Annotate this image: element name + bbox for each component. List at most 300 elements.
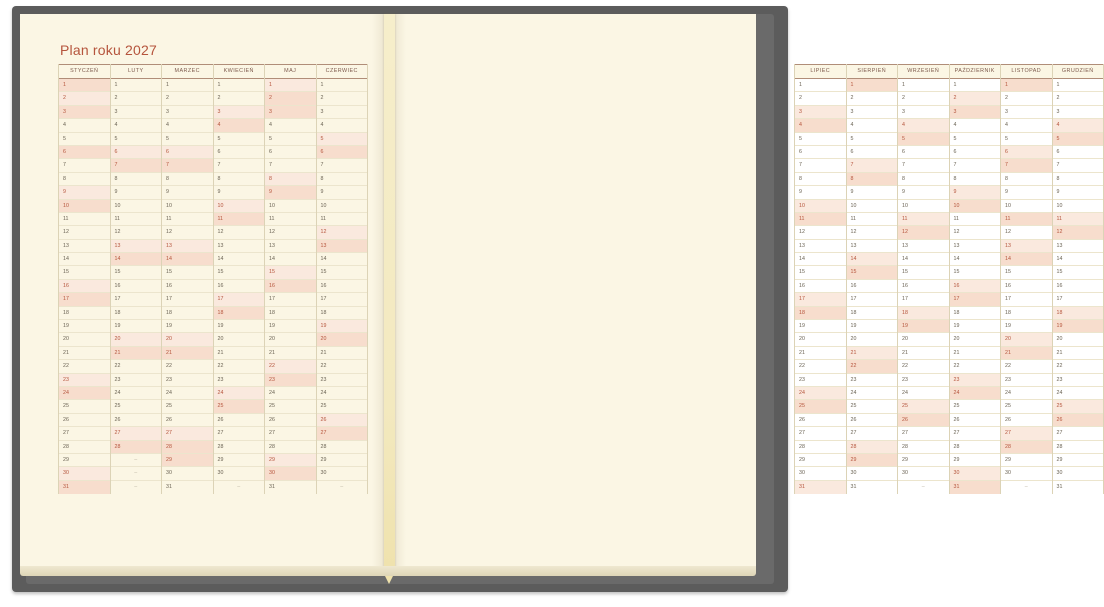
day-cell[interactable]: 16	[795, 280, 846, 293]
day-cell[interactable]: 11	[162, 213, 213, 226]
day-cell[interactable]: 21	[950, 347, 1001, 360]
day-cell[interactable]: 18	[59, 307, 110, 320]
day-cell[interactable]: 2	[162, 92, 213, 105]
day-cell[interactable]: 19	[59, 320, 110, 333]
day-cell[interactable]: 26	[317, 414, 368, 427]
day-cell[interactable]: 24	[265, 387, 316, 400]
day-cell[interactable]: 26	[265, 414, 316, 427]
day-cell[interactable]: 4	[847, 119, 898, 132]
day-cell[interactable]: 7	[59, 159, 110, 172]
day-cell[interactable]: 6	[795, 146, 846, 159]
day-cell[interactable]: 25	[265, 400, 316, 413]
day-cell[interactable]: 10	[59, 200, 110, 213]
day-cell[interactable]: 29	[847, 454, 898, 467]
day-cell[interactable]: 7	[317, 159, 368, 172]
day-cell[interactable]: 12	[265, 226, 316, 239]
day-cell[interactable]: 4	[265, 119, 316, 132]
day-cell[interactable]: 25	[317, 400, 368, 413]
day-cell[interactable]: 27	[795, 427, 846, 440]
day-cell[interactable]: 18	[1001, 307, 1052, 320]
day-cell[interactable]: 11	[898, 213, 949, 226]
day-cell[interactable]: 30	[317, 467, 368, 480]
day-cell[interactable]: 13	[162, 240, 213, 253]
day-cell[interactable]: 20	[265, 333, 316, 346]
day-cell[interactable]: 7	[1001, 159, 1052, 172]
day-cell[interactable]: 10	[111, 200, 162, 213]
day-cell[interactable]: 4	[950, 119, 1001, 132]
day-cell[interactable]: 8	[265, 173, 316, 186]
day-cell[interactable]: 16	[265, 280, 316, 293]
day-cell[interactable]: 31	[950, 481, 1001, 494]
day-cell[interactable]: 30	[59, 467, 110, 480]
day-cell[interactable]: 14	[847, 253, 898, 266]
day-cell[interactable]: 13	[847, 240, 898, 253]
day-cell[interactable]: 7	[111, 159, 162, 172]
day-cell[interactable]: 19	[1001, 320, 1052, 333]
day-cell[interactable]: 15	[317, 266, 368, 279]
day-cell[interactable]: 16	[898, 280, 949, 293]
day-cell[interactable]: 3	[898, 106, 949, 119]
day-cell[interactable]: 17	[1053, 293, 1104, 306]
day-cell[interactable]: 8	[1001, 173, 1052, 186]
day-cell[interactable]: 19	[317, 320, 368, 333]
day-cell[interactable]: 28	[265, 441, 316, 454]
day-cell[interactable]: 27	[59, 427, 110, 440]
day-cell[interactable]: 2	[950, 92, 1001, 105]
day-cell[interactable]: 26	[898, 414, 949, 427]
day-cell[interactable]: 1	[59, 79, 110, 92]
day-cell[interactable]: 20	[317, 333, 368, 346]
day-cell[interactable]: 1	[847, 79, 898, 92]
day-cell[interactable]: 28	[1053, 441, 1104, 454]
day-cell[interactable]: 1	[214, 79, 265, 92]
day-cell[interactable]: 11	[265, 213, 316, 226]
day-cell[interactable]: 21	[317, 347, 368, 360]
day-cell[interactable]: 10	[795, 200, 846, 213]
day-cell[interactable]: 17	[898, 293, 949, 306]
day-cell[interactable]: 29	[1053, 454, 1104, 467]
day-cell[interactable]: 5	[898, 133, 949, 146]
day-cell[interactable]: 18	[214, 307, 265, 320]
day-cell[interactable]: 27	[950, 427, 1001, 440]
day-cell[interactable]: 14	[317, 253, 368, 266]
day-cell[interactable]: 18	[111, 307, 162, 320]
day-cell[interactable]: 3	[847, 106, 898, 119]
day-cell[interactable]: 25	[950, 400, 1001, 413]
day-cell[interactable]: 24	[111, 387, 162, 400]
day-cell[interactable]: 30	[847, 467, 898, 480]
day-cell[interactable]: 12	[214, 226, 265, 239]
day-cell[interactable]: 13	[898, 240, 949, 253]
day-cell[interactable]: 13	[59, 240, 110, 253]
day-cell[interactable]: 4	[59, 119, 110, 132]
day-cell[interactable]: 25	[111, 400, 162, 413]
day-cell[interactable]: 28	[795, 441, 846, 454]
day-cell[interactable]: 25	[1053, 400, 1104, 413]
day-cell[interactable]: 1	[950, 79, 1001, 92]
day-cell[interactable]: 28	[950, 441, 1001, 454]
day-cell[interactable]: 27	[1001, 427, 1052, 440]
day-cell[interactable]: 26	[1053, 414, 1104, 427]
day-cell[interactable]: 23	[1001, 374, 1052, 387]
day-cell[interactable]: 22	[795, 360, 846, 373]
day-cell[interactable]: 8	[162, 173, 213, 186]
day-cell[interactable]: 5	[317, 133, 368, 146]
day-cell[interactable]: 4	[795, 119, 846, 132]
day-cell[interactable]: 5	[950, 133, 1001, 146]
day-cell[interactable]: 6	[265, 146, 316, 159]
day-cell[interactable]: 29	[162, 454, 213, 467]
day-cell[interactable]: 27	[265, 427, 316, 440]
day-cell[interactable]: 23	[111, 374, 162, 387]
day-cell[interactable]: 29	[214, 454, 265, 467]
day-cell[interactable]: 18	[847, 307, 898, 320]
day-cell[interactable]: 15	[265, 266, 316, 279]
day-cell[interactable]: 4	[898, 119, 949, 132]
day-cell[interactable]: 16	[847, 280, 898, 293]
day-cell[interactable]: 17	[950, 293, 1001, 306]
day-cell[interactable]: 12	[59, 226, 110, 239]
day-cell[interactable]: 6	[59, 146, 110, 159]
day-cell[interactable]: 14	[1001, 253, 1052, 266]
day-cell[interactable]: 10	[1001, 200, 1052, 213]
day-cell[interactable]: 30	[1053, 467, 1104, 480]
day-cell[interactable]: 20	[795, 333, 846, 346]
day-cell[interactable]: 9	[111, 186, 162, 199]
day-cell[interactable]: 16	[317, 280, 368, 293]
day-cell[interactable]: 27	[317, 427, 368, 440]
day-cell[interactable]: 26	[59, 414, 110, 427]
day-cell[interactable]: 3	[265, 106, 316, 119]
day-cell[interactable]: 12	[1001, 226, 1052, 239]
day-cell[interactable]: 20	[898, 333, 949, 346]
day-cell[interactable]: 24	[950, 387, 1001, 400]
day-cell[interactable]: 5	[59, 133, 110, 146]
day-cell[interactable]: –	[340, 483, 344, 490]
day-cell[interactable]: 14	[111, 253, 162, 266]
day-cell[interactable]: –	[111, 467, 162, 480]
day-cell[interactable]: 2	[59, 92, 110, 105]
day-cell[interactable]: 10	[162, 200, 213, 213]
day-cell[interactable]: –	[921, 483, 925, 490]
day-cell[interactable]: 29	[1001, 454, 1052, 467]
day-cell[interactable]: 12	[111, 226, 162, 239]
day-cell[interactable]: 20	[214, 333, 265, 346]
day-cell[interactable]: 13	[1053, 240, 1104, 253]
day-cell[interactable]: 14	[898, 253, 949, 266]
day-cell[interactable]: 27	[111, 427, 162, 440]
day-cell[interactable]: 1	[795, 79, 846, 92]
day-cell[interactable]: 19	[950, 320, 1001, 333]
day-cell[interactable]: 8	[111, 173, 162, 186]
day-cell[interactable]: 3	[59, 106, 110, 119]
day-cell[interactable]: 11	[795, 213, 846, 226]
day-cell[interactable]: 2	[1001, 92, 1052, 105]
day-cell[interactable]: 12	[847, 226, 898, 239]
day-cell[interactable]: 17	[1001, 293, 1052, 306]
day-cell[interactable]: 27	[1053, 427, 1104, 440]
day-cell[interactable]: 15	[111, 266, 162, 279]
day-cell[interactable]: 11	[847, 213, 898, 226]
day-cell[interactable]: 9	[59, 186, 110, 199]
day-cell[interactable]: 31	[269, 483, 275, 490]
day-cell[interactable]: 19	[898, 320, 949, 333]
day-cell[interactable]: 18	[265, 307, 316, 320]
day-cell[interactable]: 26	[214, 414, 265, 427]
day-cell[interactable]: 5	[847, 133, 898, 146]
day-cell[interactable]: 22	[1001, 360, 1052, 373]
day-cell[interactable]: 1	[317, 79, 368, 92]
day-cell[interactable]: 13	[1001, 240, 1052, 253]
day-cell[interactable]: 7	[214, 159, 265, 172]
day-cell[interactable]: 13	[265, 240, 316, 253]
day-cell[interactable]: 28	[1001, 441, 1052, 454]
day-cell[interactable]: 24	[162, 387, 213, 400]
day-cell[interactable]: 15	[950, 266, 1001, 279]
day-cell[interactable]: 27	[162, 427, 213, 440]
day-cell[interactable]: 21	[795, 347, 846, 360]
day-cell[interactable]: 5	[1001, 133, 1052, 146]
day-cell[interactable]: 19	[162, 320, 213, 333]
day-cell[interactable]: 31	[59, 481, 110, 494]
day-cell[interactable]: 17	[111, 293, 162, 306]
day-cell[interactable]: –	[237, 483, 241, 490]
day-cell[interactable]: 23	[847, 374, 898, 387]
day-cell[interactable]: 25	[795, 400, 846, 413]
day-cell[interactable]: 15	[847, 266, 898, 279]
day-cell[interactable]: 16	[162, 280, 213, 293]
day-cell[interactable]: 20	[1053, 333, 1104, 346]
day-cell[interactable]: 30	[950, 467, 1001, 480]
day-cell[interactable]: 8	[1053, 173, 1104, 186]
day-cell[interactable]: 5	[795, 133, 846, 146]
day-cell[interactable]: 2	[795, 92, 846, 105]
day-cell[interactable]: 12	[950, 226, 1001, 239]
day-cell[interactable]: 18	[898, 307, 949, 320]
day-cell[interactable]: 22	[214, 360, 265, 373]
day-cell[interactable]: 8	[795, 173, 846, 186]
day-cell[interactable]: 15	[1053, 266, 1104, 279]
day-cell[interactable]: 30	[1001, 467, 1052, 480]
day-cell[interactable]: 5	[265, 133, 316, 146]
day-cell[interactable]: 23	[950, 374, 1001, 387]
day-cell[interactable]: 10	[317, 200, 368, 213]
day-cell[interactable]: 20	[847, 333, 898, 346]
day-cell[interactable]: 1	[898, 79, 949, 92]
day-cell[interactable]: –	[111, 454, 162, 467]
day-cell[interactable]: 25	[1001, 400, 1052, 413]
day-cell[interactable]: 29	[898, 454, 949, 467]
day-cell[interactable]: 11	[59, 213, 110, 226]
day-cell[interactable]: 19	[847, 320, 898, 333]
day-cell[interactable]: 4	[1001, 119, 1052, 132]
day-cell[interactable]: 8	[317, 173, 368, 186]
day-cell[interactable]: 23	[265, 374, 316, 387]
day-cell[interactable]: 14	[1053, 253, 1104, 266]
day-cell[interactable]: 1	[1053, 79, 1104, 92]
day-cell[interactable]: 23	[214, 374, 265, 387]
day-cell[interactable]: 22	[317, 360, 368, 373]
day-cell[interactable]: 6	[950, 146, 1001, 159]
day-cell[interactable]: 7	[847, 159, 898, 172]
day-cell[interactable]: 26	[950, 414, 1001, 427]
day-cell[interactable]: 9	[265, 186, 316, 199]
day-cell[interactable]: 8	[898, 173, 949, 186]
day-cell[interactable]: 18	[795, 307, 846, 320]
day-cell[interactable]: 4	[1053, 119, 1104, 132]
day-cell[interactable]: 5	[1053, 133, 1104, 146]
day-cell[interactable]: 24	[898, 387, 949, 400]
day-cell[interactable]: 2	[317, 92, 368, 105]
day-cell[interactable]: 4	[317, 119, 368, 132]
day-cell[interactable]: 31	[795, 481, 846, 494]
day-cell[interactable]: 11	[317, 213, 368, 226]
day-cell[interactable]: 10	[265, 200, 316, 213]
day-cell[interactable]: 7	[162, 159, 213, 172]
day-cell[interactable]: 24	[214, 387, 265, 400]
day-cell[interactable]: 5	[214, 133, 265, 146]
day-cell[interactable]: 15	[795, 266, 846, 279]
day-cell[interactable]: 28	[59, 441, 110, 454]
day-cell[interactable]: 16	[111, 280, 162, 293]
day-cell[interactable]: 22	[847, 360, 898, 373]
day-cell[interactable]: 9	[847, 186, 898, 199]
day-cell[interactable]: 15	[898, 266, 949, 279]
day-cell[interactable]: 19	[214, 320, 265, 333]
day-cell[interactable]: 22	[59, 360, 110, 373]
day-cell[interactable]: 18	[950, 307, 1001, 320]
day-cell[interactable]: 7	[1053, 159, 1104, 172]
day-cell[interactable]: 6	[1053, 146, 1104, 159]
day-cell[interactable]: 11	[111, 213, 162, 226]
day-cell[interactable]: 30	[214, 467, 265, 480]
day-cell[interactable]: 16	[1001, 280, 1052, 293]
day-cell[interactable]: 27	[898, 427, 949, 440]
day-cell[interactable]: 11	[214, 213, 265, 226]
day-cell[interactable]: 22	[162, 360, 213, 373]
day-cell[interactable]: 31	[166, 483, 172, 490]
day-cell[interactable]: 9	[950, 186, 1001, 199]
day-cell[interactable]: 16	[59, 280, 110, 293]
day-cell[interactable]: 12	[317, 226, 368, 239]
day-cell[interactable]: 12	[898, 226, 949, 239]
day-cell[interactable]: 29	[59, 454, 110, 467]
day-cell[interactable]: 3	[795, 106, 846, 119]
day-cell[interactable]: 15	[214, 266, 265, 279]
day-cell[interactable]: 26	[795, 414, 846, 427]
day-cell[interactable]: 3	[950, 106, 1001, 119]
day-cell[interactable]: 1	[111, 79, 162, 92]
day-cell[interactable]: 11	[1001, 213, 1052, 226]
day-cell[interactable]: 30	[898, 467, 949, 480]
day-cell[interactable]: 9	[162, 186, 213, 199]
day-cell[interactable]: 3	[1053, 106, 1104, 119]
day-cell[interactable]: 9	[795, 186, 846, 199]
day-cell[interactable]: 21	[111, 347, 162, 360]
day-cell[interactable]: 24	[795, 387, 846, 400]
day-cell[interactable]: 27	[847, 427, 898, 440]
day-cell[interactable]: 27	[214, 427, 265, 440]
day-cell[interactable]: 14	[265, 253, 316, 266]
day-cell[interactable]: 24	[59, 387, 110, 400]
day-cell[interactable]: 2	[265, 92, 316, 105]
day-cell[interactable]: 3	[162, 106, 213, 119]
day-cell[interactable]: 21	[162, 347, 213, 360]
day-cell[interactable]: 23	[317, 374, 368, 387]
day-cell[interactable]: 13	[111, 240, 162, 253]
day-cell[interactable]: 22	[1053, 360, 1104, 373]
day-cell[interactable]: 6	[111, 146, 162, 159]
day-cell[interactable]: 26	[111, 414, 162, 427]
day-cell[interactable]: 17	[265, 293, 316, 306]
day-cell[interactable]: 3	[1001, 106, 1052, 119]
day-cell[interactable]: 23	[795, 374, 846, 387]
day-cell[interactable]: 10	[214, 200, 265, 213]
day-cell[interactable]: 2	[847, 92, 898, 105]
day-cell[interactable]: 16	[1053, 280, 1104, 293]
day-cell[interactable]: 22	[265, 360, 316, 373]
day-cell[interactable]: 21	[214, 347, 265, 360]
day-cell[interactable]: 21	[1053, 347, 1104, 360]
day-cell[interactable]: 16	[214, 280, 265, 293]
day-cell[interactable]: 8	[214, 173, 265, 186]
day-cell[interactable]: 8	[59, 173, 110, 186]
day-cell[interactable]: 7	[898, 159, 949, 172]
day-cell[interactable]: 29	[265, 454, 316, 467]
day-cell[interactable]: 7	[950, 159, 1001, 172]
day-cell[interactable]: 13	[214, 240, 265, 253]
day-cell[interactable]: 25	[162, 400, 213, 413]
day-cell[interactable]: 21	[847, 347, 898, 360]
day-cell[interactable]: 31	[850, 483, 857, 490]
day-cell[interactable]: 4	[162, 119, 213, 132]
day-cell[interactable]: 29	[317, 454, 368, 467]
day-cell[interactable]: 18	[317, 307, 368, 320]
day-cell[interactable]: 28	[898, 441, 949, 454]
day-cell[interactable]: 24	[847, 387, 898, 400]
day-cell[interactable]: 23	[162, 374, 213, 387]
day-cell[interactable]: 22	[898, 360, 949, 373]
day-cell[interactable]: 26	[1001, 414, 1052, 427]
day-cell[interactable]: 11	[950, 213, 1001, 226]
day-cell[interactable]: 17	[59, 293, 110, 306]
day-cell[interactable]: 14	[162, 253, 213, 266]
day-cell[interactable]: 18	[162, 307, 213, 320]
day-cell[interactable]: 12	[1053, 226, 1104, 239]
day-cell[interactable]: 2	[1053, 92, 1104, 105]
day-cell[interactable]: 17	[795, 293, 846, 306]
day-cell[interactable]: 20	[59, 333, 110, 346]
day-cell[interactable]: 14	[795, 253, 846, 266]
day-cell[interactable]: 5	[162, 133, 213, 146]
day-cell[interactable]: 10	[1053, 200, 1104, 213]
day-cell[interactable]: 20	[111, 333, 162, 346]
day-cell[interactable]: 6	[317, 146, 368, 159]
day-cell[interactable]: 2	[898, 92, 949, 105]
day-cell[interactable]: 19	[1053, 320, 1104, 333]
day-cell[interactable]: 5	[111, 133, 162, 146]
day-cell[interactable]: 21	[898, 347, 949, 360]
day-cell[interactable]: 10	[847, 200, 898, 213]
day-cell[interactable]: 29	[795, 454, 846, 467]
day-cell[interactable]: 8	[847, 173, 898, 186]
day-cell[interactable]: 4	[214, 119, 265, 132]
day-cell[interactable]: 25	[847, 400, 898, 413]
day-cell[interactable]: 31	[1056, 483, 1063, 490]
day-cell[interactable]: 15	[1001, 266, 1052, 279]
day-cell[interactable]: 21	[1001, 347, 1052, 360]
day-cell[interactable]: 30	[265, 467, 316, 480]
